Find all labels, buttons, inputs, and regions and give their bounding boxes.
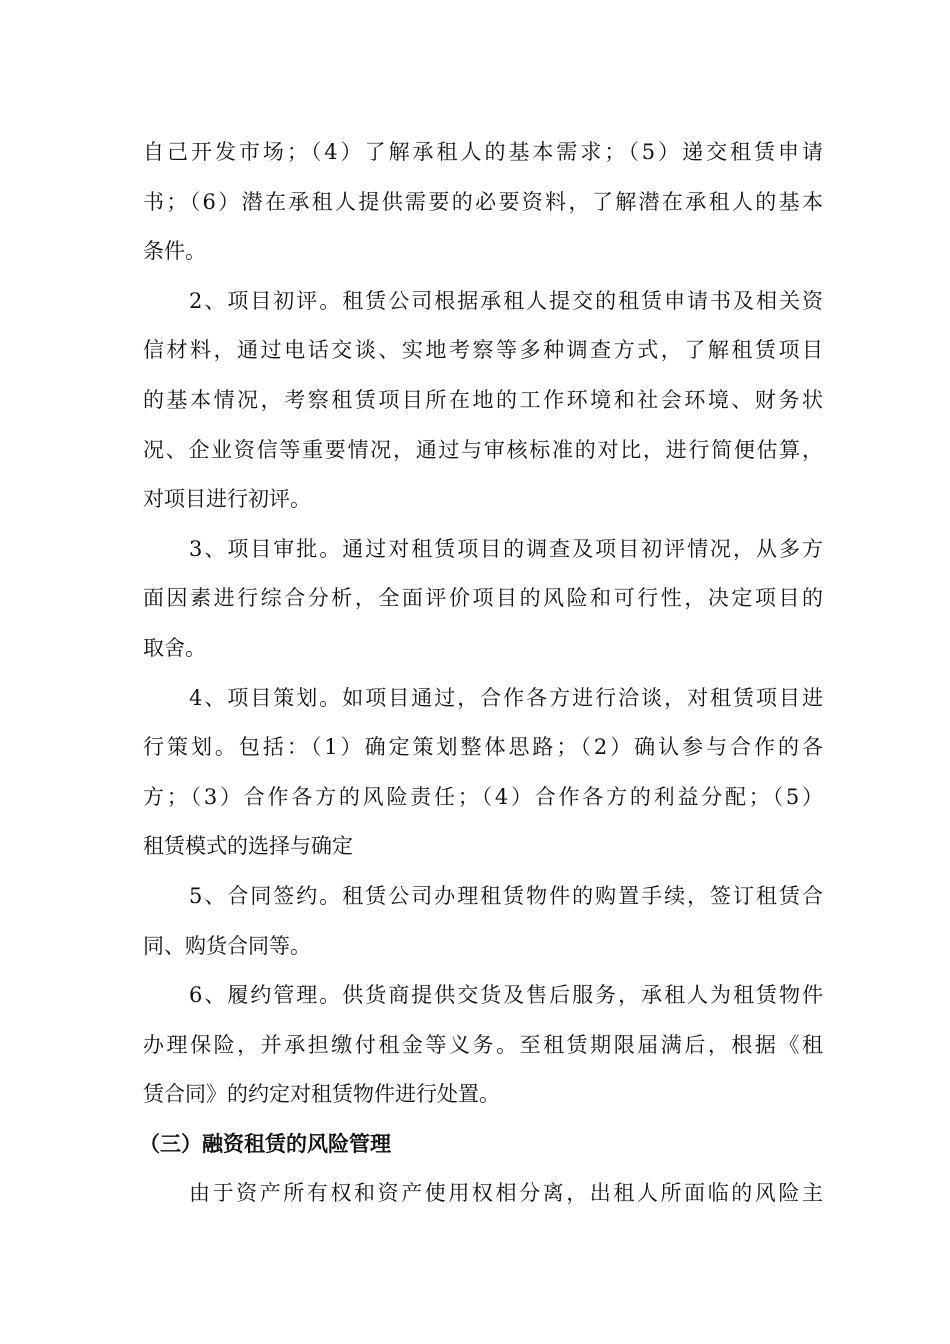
- text-line: 取舍。: [143, 635, 206, 660]
- text-line: 行策划。包括：（1）确定策划整体思路；（2）确认参与合作的各: [143, 735, 823, 760]
- text-line: 的基本情况，考察租赁项目所在地的工作环境和社会环境、财务状: [143, 387, 823, 412]
- body-text: [139, 128, 823, 1219]
- text-line: 办理保险，并承担缴付租金等义务。至租赁期限届满后，根据《租: [143, 1032, 823, 1057]
- section-heading: （三）融资租赁的风险管理: [139, 1131, 391, 1156]
- text-line: 方；（3）合作各方的风险责任；（4）合作各方的利益分配；（5）: [143, 784, 823, 809]
- text-line: 对项目进行初评。: [143, 487, 311, 512]
- text-line: 信材料，通过电话交谈、实地考察等多种调查方式，了解租赁项目: [143, 338, 823, 363]
- paragraph-start-line: 4、项目策划。如项目通过，合作各方进行洽谈，对租赁项目进: [189, 685, 823, 710]
- text-line: 赁合同》的约定对租赁物件进行处置。: [143, 1082, 500, 1107]
- paragraph-start-line: 由于资产所有权和资产使用权相分离，出租人所面临的风险主: [189, 1181, 823, 1206]
- text-line: 同、购货合同等。: [143, 933, 311, 958]
- text-line: 条件。: [143, 239, 206, 264]
- paragraph-start-line: 5、合同签约。租赁公司办理租赁物件的购置手续，签订租赁合: [189, 883, 823, 908]
- paragraph-start-line: 2、项目初评。租赁公司根据承租人提交的租赁申请书及相关资: [189, 288, 823, 313]
- text-line: 租赁模式的选择与确定: [143, 834, 353, 859]
- paragraph-start-line: 6、履约管理。供货商提供交货及售后服务，承租人为租赁物件: [189, 983, 823, 1008]
- text-line: 况、企业资信等重要情况，通过与审核标准的对比，进行简便估算，: [143, 437, 823, 462]
- text-line: 面因素进行综合分析，全面评价项目的风险和可行性，决定项目的: [143, 586, 823, 611]
- paragraph-start-line: 3、项目审批。通过对租赁项目的调查及项目初评情况，从多方: [189, 536, 823, 561]
- text-line: 书；（6）潜在承租人提供需要的必要资料，了解潜在承租人的基本: [143, 189, 823, 214]
- text-line: 自己开发市场；（4）了解承租人的基本需求；（5）递交租赁申请: [143, 140, 823, 164]
